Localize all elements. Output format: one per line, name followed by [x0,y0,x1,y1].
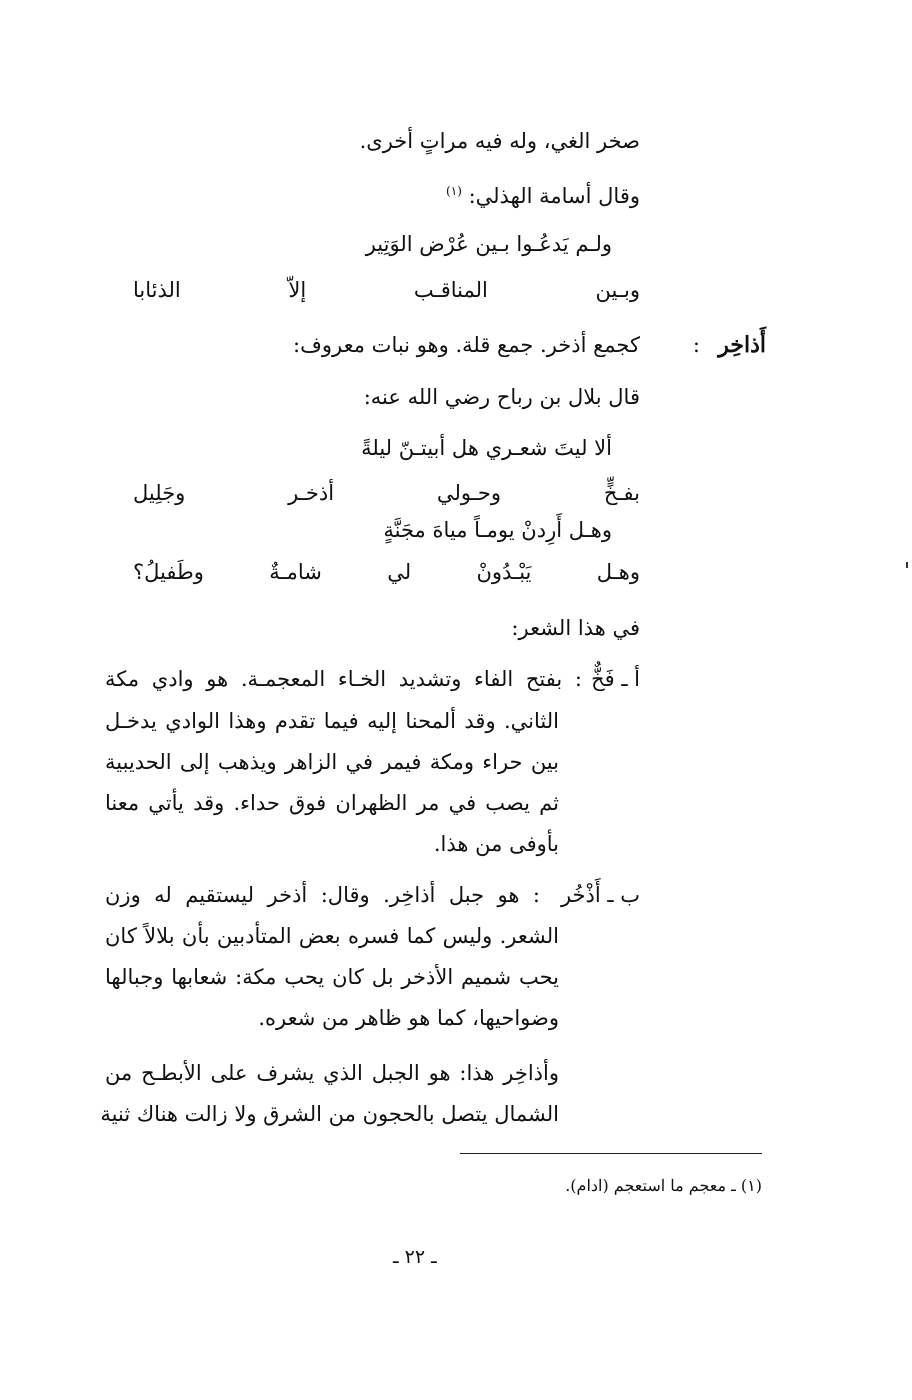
item-b-line: وضواحيها، كما هو ظاهر من شعره. [258,1006,559,1030]
item-a-line: بأوفى من هذا. [433,832,559,856]
item-a-label: أ ـ فَخٌّ [591,667,640,691]
body-line: صخر الغي، وله فيه مراتٍ أخرى. [359,129,640,153]
page-number: ـ ٢٢ ـ [393,1246,437,1268]
verse-hemistich: بفـخٍّ وحـولي أذخـر وجَلِيل [133,481,640,505]
item-b-line: الشعر. وليس كما فسره بعض المتأدبين بأن بلالاً كان [105,924,559,948]
item-b-line: : هو جبل أذاخِر. وقال: أذخر ليستقيم له وزن [105,883,540,907]
item-a-line: الثاني. وقد ألمحنا إليه فيما تقدم وهذا الوادي يدخـل [105,709,559,733]
body-line [446,176,640,211]
entry-colon: : [692,333,700,357]
footnote-ref: (١) [446,184,462,198]
entry-headword: أَذاخِر [718,332,766,358]
body-line: قال بلال بن رباح رضي الله عنه: [363,385,640,409]
verse-hemistich: ألا ليتَ شعـري هل أبيتـنّ ليلةً [361,436,612,460]
footnote-divider [460,1153,762,1154]
verse-hemistich: ولـم يَدعُـوا بـين عُرْض الوَتِير [365,232,612,256]
item-a-line: : بفتح الفاء وتشديد الخـاء المعجمـة. هو وادي مكة [105,667,582,691]
body-line: وأذاخِر هذا: هو الجبل الذي يشرف على الأبطـح من [105,1061,559,1085]
item-a-line: بين حراء ومكة فيمر في الزاهر ويذهب إلى الحديبية [105,750,559,774]
body-line: الشمال يتصل بالحجون من الشرق ولا زالت هناك ثنية [100,1102,559,1126]
item-b-label: ب ـ أَذْخُر [560,883,640,907]
body-text: وقال أسامة الهذلي: [468,184,640,208]
verse-hemistich: وبـين المناقـب إلاّ الذئابا [133,278,640,302]
entry-definition: كجمع أذخر. جمع قلة. وهو نبات معروف: [293,333,640,357]
section-heading: في هذا الشعر: [511,616,640,640]
item-b-line: يحب شميم الأذخر بل كان يحب مكة: شعابها وجبالها [105,965,559,989]
footnote: (١) ـ معجم ما استعجم (ادام). [565,1176,762,1195]
verse-hemistich: وهـل أَرِدنْ يومـاً مياهَ مجَنَّةٍ [383,518,612,542]
scan-mark [906,562,908,568]
verse-hemistich: وهـل يَبْـدُونْ لي شامـةٌ وطَفيلُ؟ [133,560,640,584]
item-a-line: ثم يصب في مر الظهران فوق حداء. وقد يأتي معنا [105,791,559,815]
